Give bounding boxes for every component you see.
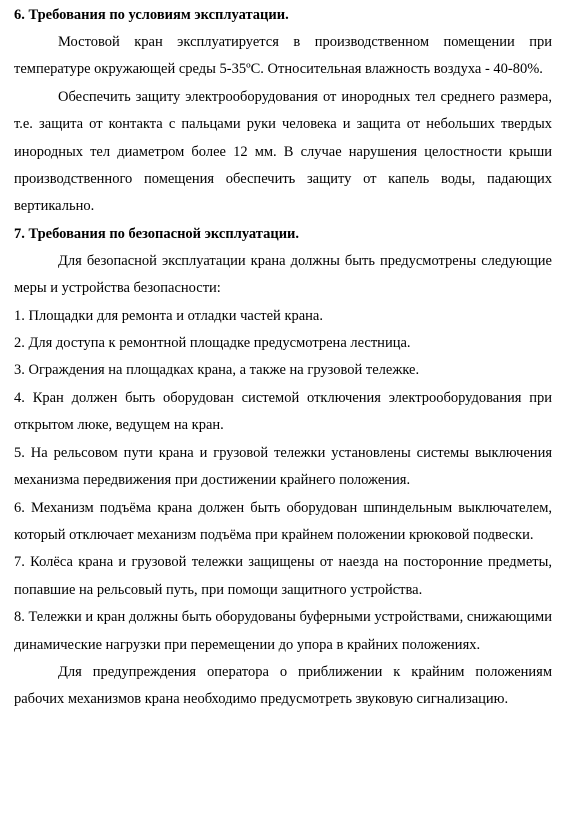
list-item-4: 4. Кран должен быть оборудован системой отключения электрооборудования при открытом люке, ведущем на кран. [14,389,552,434]
list-item-3: 3. Ограждения на площадках крана, а также на грузовой тележке. [14,362,420,379]
section-7-heading: 7. Требования по безопасной эксплуатации. [14,225,300,242]
list-item-7: 7. Колёса крана и грузовой тележки защищены от наезда на посторонние предметы, попавшие на рельсовый путь, при помощи защитного устройства. [14,554,552,598]
section-7-intro: Для безопасной эксплуатации крана должны быть предусмотрены следующие меры и устройства безопасности: [14,252,552,297]
section-6-paragraph-2: Обеспечить защиту электрооборудования от инородных тел среднего размера, т.е. защита от контакта с пальцами руки человека и защита от небольших твердых инородных тел диаметром более 12 мм. В случае нарушения целостности крыши производственного помещения обеспечить защиту от капель воды, падающих вертикально. [14,88,552,215]
section-6-heading: 6. Требования по условиям эксплуатации. [14,7,289,23]
list-item-1: 1. Площадки для ремонта и отладки частей крана. [14,307,323,324]
list-item-6: 6. Механизм подъёма крана должен быть оборудован шпиндельным выключателем, который отключает механизм подъёма при крайнем положении крюковой подвески. [14,499,552,543]
list-item-5: 5. На рельсовом пути крана и грузовой тележки установлены системы выключения механизма передвижения при достижении крайнего положения. [14,444,552,489]
section-7-closing: Для предупреждения оператора о приближении к крайним положениям рабочих механизмов крана необходимо предусмотреть звуковую сигнализацию. [14,663,552,708]
list-item-8: 8. Тележки и кран должны быть оборудованы буферными устройствами, снижающими динамические нагрузки при перемещении до упора в крайних положениях. [14,609,552,653]
section-6-paragraph-1: Мостовой кран эксплуатируется в производственном помещении при температуре окружающей среды 5-35ºС. Относительная влажность воздуха - 40-80%. [14,34,552,78]
list-item-2: 2. Для доступа к ремонтной площадке предусмотрена лестница. [14,335,411,352]
